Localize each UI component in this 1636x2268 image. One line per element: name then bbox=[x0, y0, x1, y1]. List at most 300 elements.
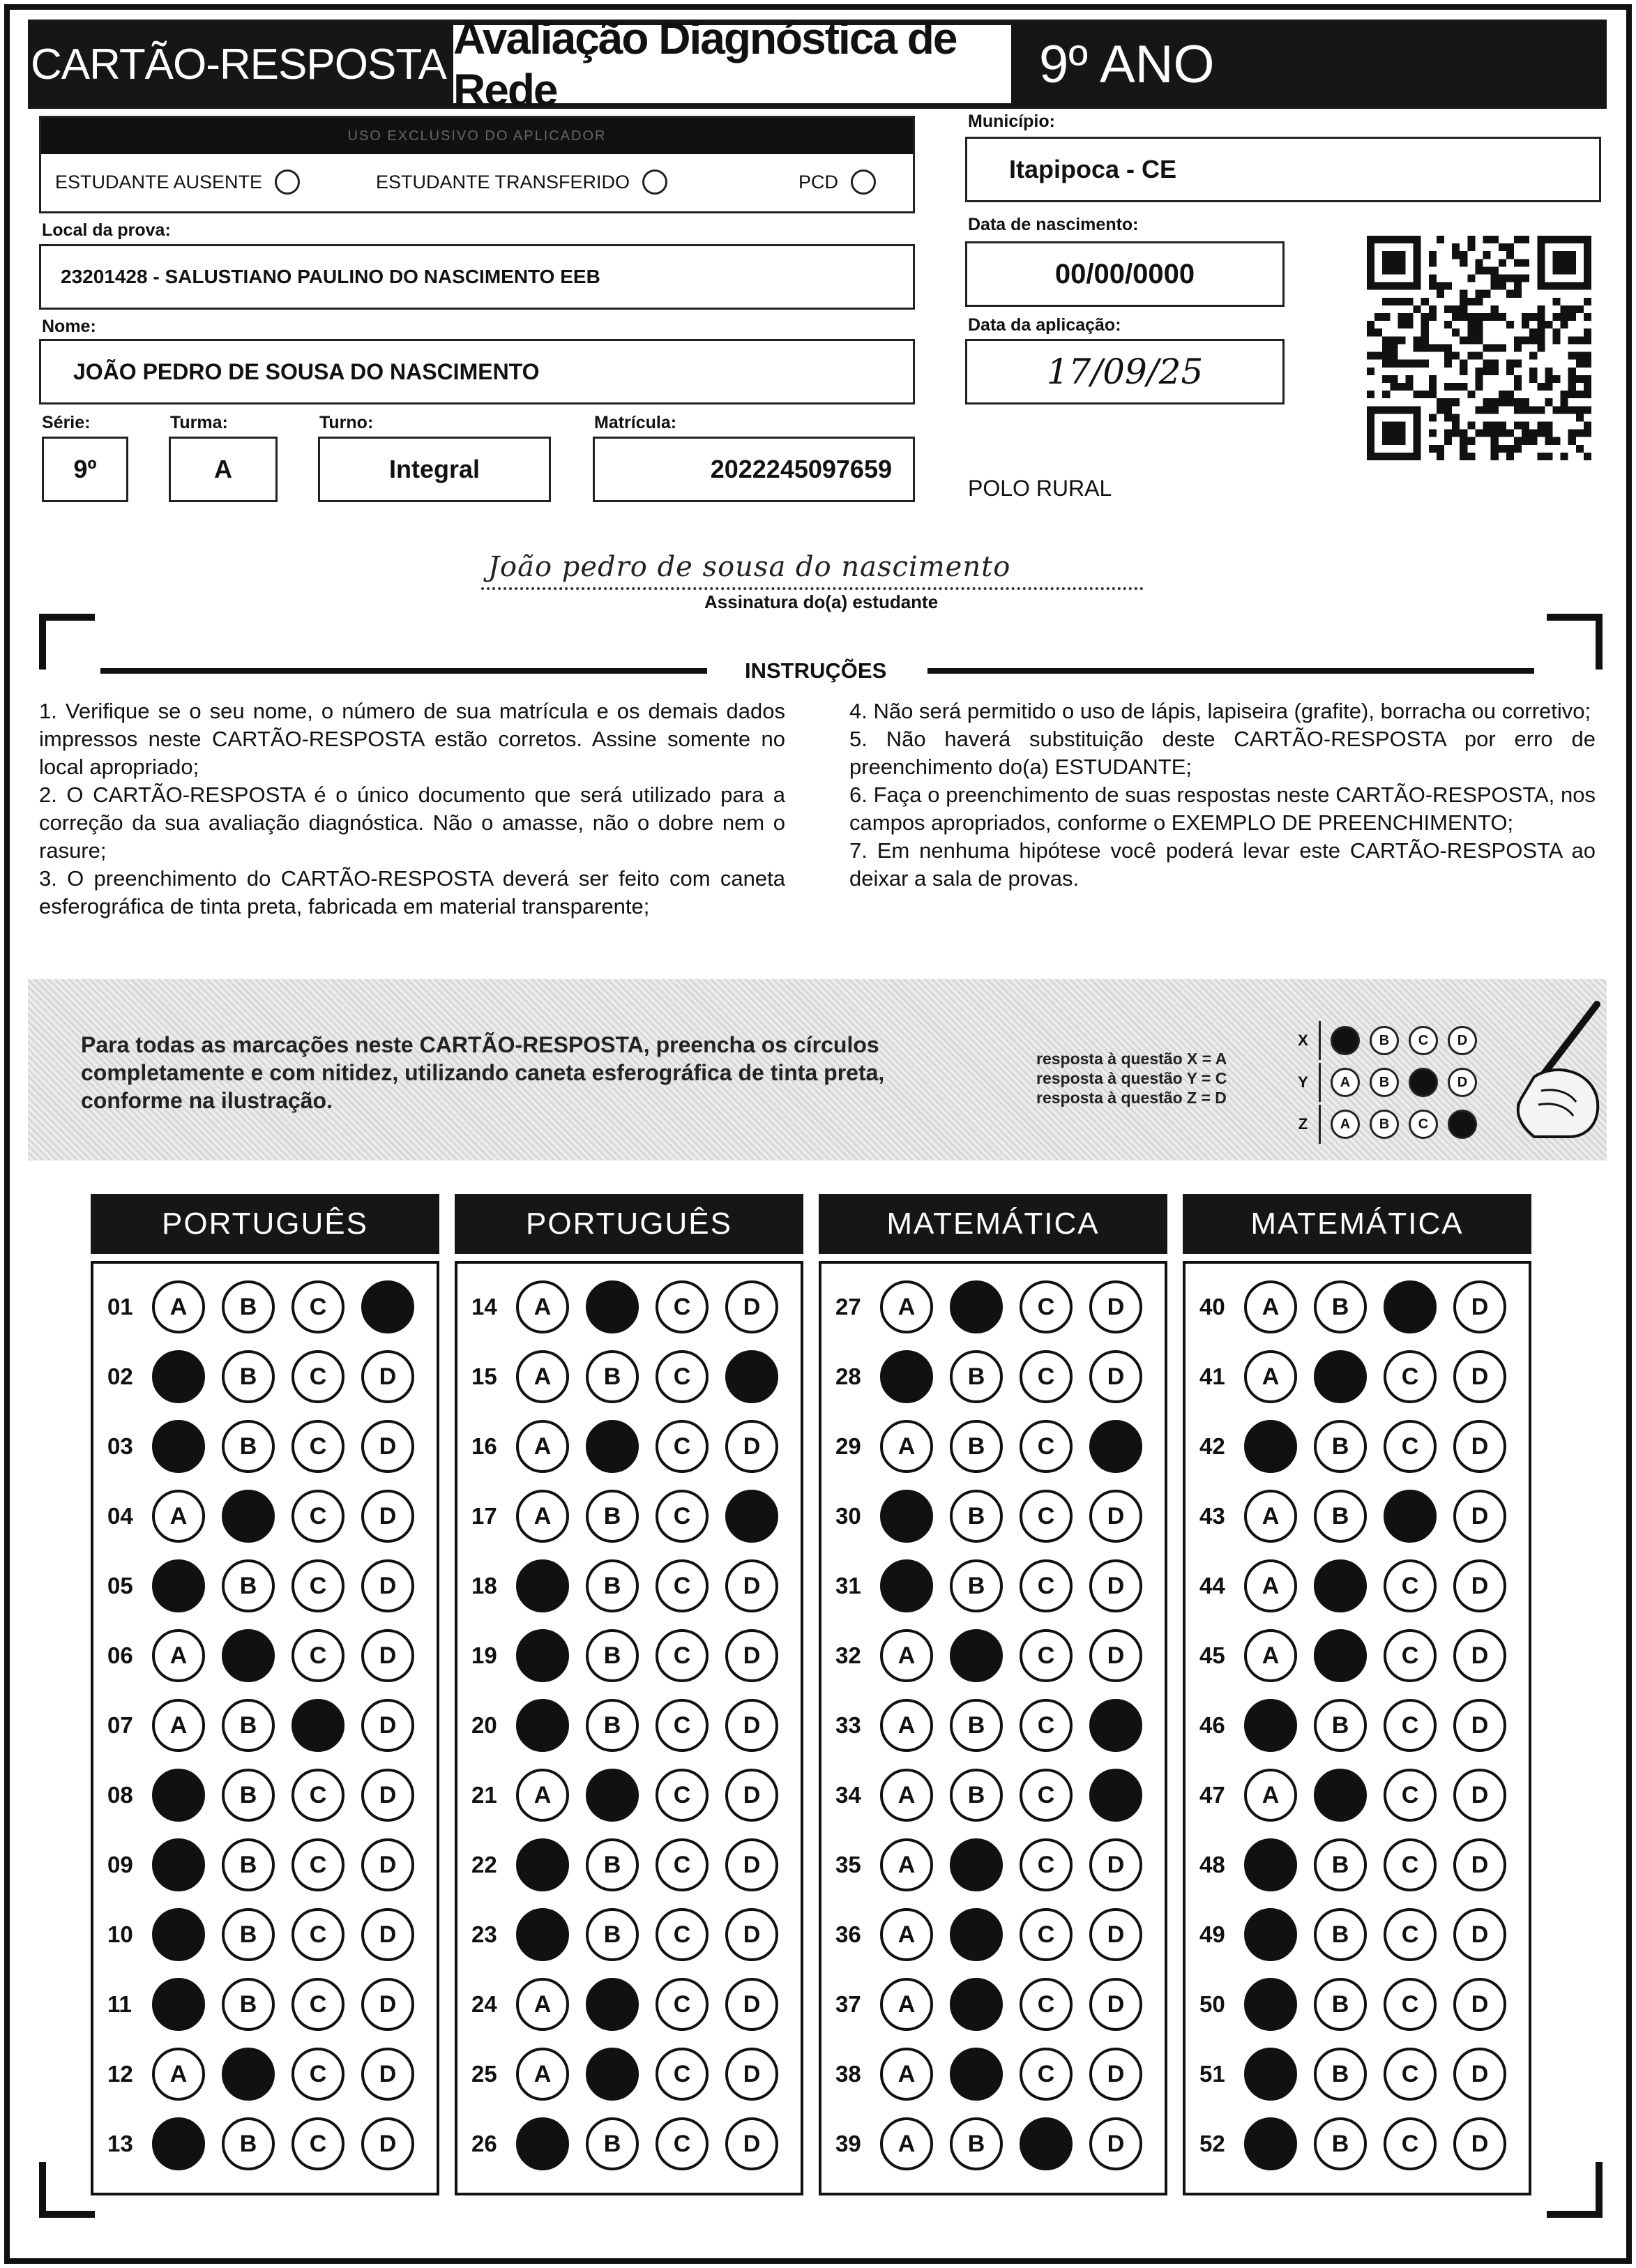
answer-bubble[interactable]: D bbox=[1089, 2117, 1142, 2170]
answer-bubble[interactable]: D bbox=[1453, 1769, 1506, 1822]
question-number: 32 bbox=[835, 1642, 861, 1668]
answer-bubble-filled[interactable] bbox=[950, 1629, 1003, 1682]
answer-bubble[interactable]: D bbox=[725, 1629, 778, 1682]
answer-bubble-filled[interactable] bbox=[950, 1908, 1003, 1961]
answer-bubble[interactable]: C bbox=[1020, 1838, 1073, 1891]
transferred-circle[interactable] bbox=[642, 169, 667, 195]
question-number: 09 bbox=[107, 1852, 133, 1877]
answer-bubble[interactable]: D bbox=[1089, 1838, 1142, 1891]
answer-bubble[interactable]: B bbox=[1314, 1699, 1367, 1752]
matricula-label: Matrícula: bbox=[594, 413, 677, 432]
municipio-label: Município: bbox=[968, 112, 1055, 131]
answer-bubble-filled[interactable] bbox=[516, 2117, 569, 2170]
answer-bubble-filled[interactable] bbox=[291, 1699, 344, 1752]
answer-bubble[interactable]: C bbox=[291, 2048, 344, 2101]
answer-bubble[interactable]: C bbox=[656, 1699, 709, 1752]
answer-bubble-filled[interactable] bbox=[361, 1280, 414, 1333]
answer-bubble-filled[interactable] bbox=[152, 1908, 205, 1961]
example-key-z: resposta à questão Z = D bbox=[1036, 1089, 1227, 1107]
answer-bubble-filled[interactable] bbox=[516, 1838, 569, 1891]
answer-bubble[interactable]: C bbox=[1384, 1908, 1437, 1961]
question-row bbox=[107, 1488, 431, 1544]
question-row bbox=[1199, 2116, 1523, 2172]
question-row bbox=[107, 1349, 431, 1405]
answer-bubble[interactable]: B bbox=[950, 2117, 1003, 2170]
answer-bubble[interactable]: C bbox=[1020, 1699, 1073, 1752]
answer-bubble-filled[interactable] bbox=[1089, 1769, 1142, 1822]
corner-mark-bottom-left bbox=[39, 2162, 95, 2218]
instructions-rule-right bbox=[927, 668, 1534, 674]
answer-bubble[interactable]: C bbox=[291, 2117, 344, 2170]
answer-bubble[interactable]: C bbox=[1384, 1769, 1437, 1822]
question-row bbox=[471, 1767, 795, 1823]
answer-bubble-filled[interactable] bbox=[880, 1559, 933, 1612]
answer-bubble[interactable]: C bbox=[1384, 1350, 1437, 1403]
answer-bubble[interactable]: C bbox=[1020, 1350, 1073, 1403]
answer-bubble[interactable]: A bbox=[152, 2048, 205, 2101]
answer-bubble[interactable]: C bbox=[1020, 1978, 1073, 2031]
answer-bubble[interactable]: D bbox=[1453, 2048, 1506, 2101]
question-number: 28 bbox=[835, 1363, 861, 1389]
question-number: 26 bbox=[471, 2131, 497, 2156]
answer-bubble[interactable]: A bbox=[880, 1978, 933, 2031]
absent-circle[interactable] bbox=[275, 169, 300, 195]
answer-bubble[interactable]: D bbox=[361, 1908, 414, 1961]
answer-bubble-filled[interactable] bbox=[1244, 2048, 1297, 2101]
answer-bubble[interactable]: A bbox=[152, 1629, 205, 1682]
answer-bubble[interactable]: D bbox=[725, 1978, 778, 2031]
example-bubble bbox=[1331, 1026, 1360, 1055]
answer-bubble[interactable]: C bbox=[656, 1350, 709, 1403]
answer-bubble[interactable]: D bbox=[1089, 1559, 1142, 1612]
answer-bubble[interactable]: C bbox=[1020, 1280, 1073, 1333]
answer-bubble[interactable]: C bbox=[656, 1420, 709, 1473]
question-row bbox=[1199, 1837, 1523, 1893]
answer-bubble-filled[interactable] bbox=[516, 1629, 569, 1682]
question-number: 48 bbox=[1199, 1852, 1225, 1877]
answer-bubble-filled[interactable] bbox=[1314, 1629, 1367, 1682]
answer-bubble-filled[interactable] bbox=[1244, 1699, 1297, 1752]
answer-bubble[interactable]: B bbox=[586, 1699, 639, 1752]
answer-bubble[interactable]: A bbox=[516, 1769, 569, 1822]
answer-bubble[interactable]: C bbox=[656, 1490, 709, 1543]
answer-bubble[interactable]: B bbox=[586, 1629, 639, 1682]
answer-bubble[interactable]: B bbox=[586, 1559, 639, 1612]
answer-bubble[interactable]: D bbox=[1089, 1908, 1142, 1961]
example-question-key: X bbox=[1287, 1021, 1321, 1060]
polo-label: POLO RURAL bbox=[968, 476, 1112, 501]
answer-bubble[interactable]: B bbox=[222, 1699, 275, 1752]
answer-bubble-filled[interactable] bbox=[586, 2048, 639, 2101]
answer-bubble-filled[interactable] bbox=[880, 1350, 933, 1403]
answer-bubble[interactable]: D bbox=[1453, 1978, 1506, 2031]
transferred-option[interactable] bbox=[376, 169, 667, 195]
answer-bubble[interactable]: D bbox=[1089, 1280, 1142, 1333]
turno-label: Turno: bbox=[319, 413, 374, 432]
answer-bubble-filled[interactable] bbox=[1244, 1908, 1297, 1961]
answer-bubble[interactable]: D bbox=[1089, 2048, 1142, 2101]
answer-bubble[interactable]: B bbox=[586, 1350, 639, 1403]
answer-bubble[interactable]: D bbox=[361, 1350, 414, 1403]
example-bubble bbox=[1409, 1068, 1438, 1097]
answer-bubble-filled[interactable] bbox=[1089, 1699, 1142, 1752]
answer-bubble-filled[interactable] bbox=[1314, 1769, 1367, 1822]
answer-bubble[interactable]: D bbox=[1453, 1629, 1506, 1682]
subject-header: PORTUGUÊS bbox=[455, 1194, 803, 1254]
question-number: 22 bbox=[471, 1852, 497, 1877]
aplicacao-label: Data da aplicação: bbox=[968, 315, 1121, 335]
example-bubble: D bbox=[1448, 1026, 1477, 1055]
nascimento-label: Data de nascimento: bbox=[968, 215, 1139, 234]
example-bubble: C bbox=[1409, 1026, 1438, 1055]
answer-bubble[interactable]: D bbox=[1089, 1490, 1142, 1543]
answer-bubble-filled[interactable] bbox=[516, 1908, 569, 1961]
question-row bbox=[835, 1837, 1159, 1893]
answer-bubble[interactable]: A bbox=[1244, 1769, 1297, 1822]
answer-bubble[interactable]: A bbox=[880, 1629, 933, 1682]
answer-bubble[interactable]: A bbox=[516, 2048, 569, 2101]
instructions-rule-left bbox=[100, 668, 707, 674]
answer-bubble[interactable]: B bbox=[950, 1420, 1003, 1473]
question-row bbox=[471, 1279, 795, 1335]
answer-bubble-filled[interactable] bbox=[152, 2117, 205, 2170]
question-row bbox=[835, 2046, 1159, 2102]
signature-caption: Assinatura do(a) estudante bbox=[704, 591, 939, 612]
answer-bubble-filled[interactable] bbox=[1244, 1420, 1297, 1473]
answer-bubble[interactable]: C bbox=[291, 1978, 344, 2031]
local-label: Local da prova: bbox=[42, 220, 171, 240]
answer-bubble[interactable]: A bbox=[1244, 1629, 1297, 1682]
signature-area bbox=[481, 551, 1144, 593]
question-row bbox=[835, 1279, 1159, 1335]
answer-bubble-filled[interactable] bbox=[1244, 1838, 1297, 1891]
answer-bubble[interactable]: B bbox=[1314, 1908, 1367, 1961]
answer-bubble[interactable]: D bbox=[361, 1978, 414, 2031]
grade-label: 9º ANO bbox=[1039, 34, 1215, 94]
nome-field: JOÃO PEDRO DE SOUSA DO NASCIMENTO bbox=[39, 339, 915, 405]
answer-bubble[interactable]: D bbox=[725, 2048, 778, 2101]
answer-bubble-filled[interactable] bbox=[586, 1978, 639, 2031]
answer-bubble[interactable]: D bbox=[725, 2117, 778, 2170]
answer-bubble[interactable]: A bbox=[1244, 1559, 1297, 1612]
hand-pen-icon bbox=[1492, 1000, 1604, 1140]
answer-bubble[interactable]: D bbox=[725, 1280, 778, 1333]
answer-bubble[interactable]: D bbox=[725, 1559, 778, 1612]
answer-bubble[interactable]: C bbox=[1020, 2048, 1073, 2101]
answer-bubble[interactable]: C bbox=[1020, 1769, 1073, 1822]
answer-bubble-filled[interactable] bbox=[950, 2048, 1003, 2101]
answer-bubble-filled[interactable] bbox=[152, 1978, 205, 2031]
question-number: 37 bbox=[835, 1991, 861, 2017]
answer-bubble[interactable]: B bbox=[950, 1350, 1003, 1403]
answer-bubble[interactable]: C bbox=[656, 1838, 709, 1891]
answer-bubble-filled[interactable] bbox=[152, 1350, 205, 1403]
answer-bubble-filled[interactable] bbox=[1314, 1559, 1367, 1612]
answer-bubble[interactable]: C bbox=[291, 1490, 344, 1543]
question-row bbox=[1199, 1767, 1523, 1823]
answer-bubble[interactable]: D bbox=[1453, 1490, 1506, 1543]
subject-header: MATEMÁTICA bbox=[1183, 1194, 1531, 1254]
question-row bbox=[1199, 1907, 1523, 1963]
aplicacao-field: 17/09/25 bbox=[965, 339, 1285, 405]
answer-bubble[interactable]: C bbox=[291, 1420, 344, 1473]
answer-bubble[interactable]: A bbox=[152, 1280, 205, 1333]
answer-bubble[interactable]: D bbox=[1453, 1908, 1506, 1961]
answer-bubble[interactable]: C bbox=[291, 1280, 344, 1333]
answer-bubble[interactable]: B bbox=[586, 1908, 639, 1961]
question-row bbox=[1199, 1419, 1523, 1474]
answer-bubble[interactable]: C bbox=[1020, 1420, 1073, 1473]
question-number: 24 bbox=[471, 1991, 497, 2017]
answer-bubble[interactable]: C bbox=[656, 1769, 709, 1822]
answer-bubble-filled[interactable] bbox=[222, 2048, 275, 2101]
answer-bubble[interactable]: D bbox=[1089, 1350, 1142, 1403]
answer-bubble[interactable]: C bbox=[291, 1908, 344, 1961]
answer-bubble[interactable]: B bbox=[1314, 1280, 1367, 1333]
answer-bubble[interactable]: D bbox=[361, 1490, 414, 1543]
signature-line bbox=[481, 587, 1144, 590]
answer-bubble[interactable]: A bbox=[880, 2048, 933, 2101]
answer-bubble-filled[interactable] bbox=[222, 1629, 275, 1682]
question-number: 45 bbox=[1199, 1642, 1225, 1668]
subject-header: MATEMÁTICA bbox=[819, 1194, 1167, 1254]
answer-bubble[interactable]: B bbox=[950, 1769, 1003, 1822]
answer-bubble[interactable]: D bbox=[725, 1420, 778, 1473]
answer-bubble[interactable]: C bbox=[1384, 1838, 1437, 1891]
example-bubble: B bbox=[1370, 1110, 1399, 1139]
question-number: 29 bbox=[835, 1433, 861, 1459]
answer-bubble[interactable]: C bbox=[1020, 1629, 1073, 1682]
answer-bubble[interactable]: A bbox=[516, 1490, 569, 1543]
pcd-option[interactable] bbox=[798, 169, 876, 195]
question-number: 04 bbox=[107, 1503, 133, 1529]
subject-header: PORTUGUÊS bbox=[91, 1194, 439, 1254]
question-row bbox=[835, 1907, 1159, 1963]
answer-bubble[interactable]: C bbox=[656, 1908, 709, 1961]
answer-bubble-filled[interactable] bbox=[1384, 1280, 1437, 1333]
answer-bubble[interactable]: B bbox=[950, 1559, 1003, 1612]
answer-bubble[interactable]: B bbox=[1314, 1978, 1367, 2031]
answer-bubble[interactable]: A bbox=[1244, 1490, 1297, 1543]
answer-bubble[interactable]: A bbox=[516, 1280, 569, 1333]
corner-mark-bottom-right bbox=[1547, 2162, 1603, 2218]
question-number: 02 bbox=[107, 1363, 133, 1389]
answer-bubble[interactable]: B bbox=[222, 1420, 275, 1473]
example-bubble: C bbox=[1409, 1110, 1438, 1139]
instructions-heading bbox=[0, 658, 1636, 689]
answer-bubble[interactable]: D bbox=[361, 2048, 414, 2101]
question-row bbox=[835, 1488, 1159, 1544]
answer-bubble-filled[interactable] bbox=[516, 1559, 569, 1612]
answer-bubble[interactable]: A bbox=[880, 1280, 933, 1333]
answer-bubble[interactable]: B bbox=[950, 1699, 1003, 1752]
answer-bubble[interactable]: A bbox=[880, 2117, 933, 2170]
answer-bubble[interactable]: C bbox=[1384, 1559, 1437, 1612]
question-row bbox=[107, 1767, 431, 1823]
answer-bubble-filled[interactable] bbox=[1314, 1350, 1367, 1403]
answer-bubble[interactable]: C bbox=[656, 1629, 709, 1682]
answer-bubble[interactable]: C bbox=[656, 2048, 709, 2101]
answer-bubble[interactable]: C bbox=[1020, 1908, 1073, 1961]
answer-bubble[interactable]: C bbox=[291, 1629, 344, 1682]
answer-bubble[interactable]: C bbox=[291, 1350, 344, 1403]
answer-bubble[interactable]: C bbox=[1384, 1978, 1437, 2031]
answer-bubble-filled[interactable] bbox=[725, 1490, 778, 1543]
question-number: 05 bbox=[107, 1573, 133, 1598]
question-number: 10 bbox=[107, 1921, 133, 1947]
answer-column bbox=[455, 1261, 803, 2195]
answer-bubble-filled[interactable] bbox=[880, 1490, 933, 1543]
answer-bubble[interactable]: B bbox=[950, 1490, 1003, 1543]
answer-bubble-filled[interactable] bbox=[586, 1769, 639, 1822]
example-text: Para todas as marcações neste CARTÃO-RESPOSTA, preencha os círculos completamente e com nitidez, utilizando caneta esferográfica de tinta preta, conforme na ilustração. bbox=[81, 1032, 885, 1113]
answer-bubble-filled[interactable] bbox=[586, 1420, 639, 1473]
question-row bbox=[835, 1628, 1159, 1684]
answer-bubble[interactable]: D bbox=[361, 2117, 414, 2170]
answer-bubble[interactable]: D bbox=[1453, 1838, 1506, 1891]
answer-bubble[interactable]: C bbox=[291, 1769, 344, 1822]
question-number: 18 bbox=[471, 1573, 497, 1598]
municipio-field: Itapipoca - CE bbox=[965, 137, 1601, 202]
answer-bubble[interactable]: D bbox=[725, 1769, 778, 1822]
answer-bubble[interactable]: C bbox=[291, 1838, 344, 1891]
answer-bubble-filled[interactable] bbox=[152, 1838, 205, 1891]
question-row bbox=[471, 1628, 795, 1684]
answer-bubble[interactable]: D bbox=[1453, 1559, 1506, 1612]
question-row bbox=[1199, 1279, 1523, 1335]
answer-bubble[interactable]: B bbox=[1314, 1490, 1367, 1543]
answer-bubble[interactable]: A bbox=[1244, 1350, 1297, 1403]
answer-bubble[interactable]: D bbox=[361, 1838, 414, 1891]
answer-bubble[interactable]: B bbox=[586, 1490, 639, 1543]
answer-bubble-filled[interactable] bbox=[222, 1490, 275, 1543]
answer-bubble[interactable]: A bbox=[516, 1420, 569, 1473]
answer-bubble[interactable]: D bbox=[1089, 1629, 1142, 1682]
answer-bubble[interactable]: D bbox=[725, 1838, 778, 1891]
question-number: 39 bbox=[835, 2131, 861, 2156]
answer-bubble[interactable]: A bbox=[880, 1908, 933, 1961]
absent-option[interactable] bbox=[55, 169, 300, 195]
serie-label: Série: bbox=[42, 413, 91, 432]
answer-bubble[interactable]: C bbox=[1384, 1699, 1437, 1752]
answer-bubble[interactable]: A bbox=[880, 1769, 933, 1822]
answer-bubble[interactable]: B bbox=[222, 1838, 275, 1891]
answer-bubble-filled[interactable] bbox=[950, 1280, 1003, 1333]
question-row bbox=[107, 1628, 431, 1684]
answer-bubble[interactable]: D bbox=[361, 1699, 414, 1752]
answer-bubble[interactable]: D bbox=[361, 1629, 414, 1682]
answer-bubble[interactable]: C bbox=[1384, 2117, 1437, 2170]
answer-bubble-filled[interactable] bbox=[152, 1559, 205, 1612]
example-bubble: D bbox=[1448, 1068, 1477, 1097]
answer-bubble-filled[interactable] bbox=[516, 1699, 569, 1752]
question-number: 17 bbox=[471, 1503, 497, 1529]
answer-bubble[interactable]: D bbox=[1453, 1280, 1506, 1333]
instructions-right bbox=[849, 697, 1596, 893]
answer-bubble[interactable]: B bbox=[1314, 2117, 1367, 2170]
answer-bubble[interactable]: B bbox=[222, 1559, 275, 1612]
answer-bubble[interactable]: C bbox=[656, 1280, 709, 1333]
answer-bubble[interactable]: A bbox=[1244, 1280, 1297, 1333]
answer-bubble[interactable]: D bbox=[1453, 1699, 1506, 1752]
answer-bubble[interactable]: D bbox=[1453, 2117, 1506, 2170]
answer-bubble[interactable]: C bbox=[656, 2117, 709, 2170]
answer-bubble[interactable]: B bbox=[222, 1350, 275, 1403]
answer-bubble[interactable]: B bbox=[1314, 1420, 1367, 1473]
signature-text: João pedro de sousa do nascimento bbox=[488, 551, 1011, 583]
question-number: 08 bbox=[107, 1782, 133, 1808]
answer-bubble-filled[interactable] bbox=[152, 1769, 205, 1822]
question-row bbox=[835, 1767, 1159, 1823]
answer-bubble[interactable]: B bbox=[222, 2117, 275, 2170]
answer-bubble[interactable]: C bbox=[656, 1559, 709, 1612]
answer-bubble[interactable]: B bbox=[586, 2117, 639, 2170]
answer-bubble-filled[interactable] bbox=[1244, 1978, 1297, 2031]
answer-bubble[interactable]: D bbox=[1453, 1350, 1506, 1403]
question-number: 20 bbox=[471, 1712, 497, 1738]
question-row bbox=[1199, 1628, 1523, 1684]
answer-bubble-filled[interactable] bbox=[152, 1420, 205, 1473]
answer-bubble[interactable]: D bbox=[725, 1699, 778, 1752]
pcd-circle[interactable] bbox=[851, 169, 876, 195]
answer-bubble[interactable]: A bbox=[516, 1350, 569, 1403]
answer-bubble[interactable]: C bbox=[291, 1559, 344, 1612]
answer-bubble[interactable]: D bbox=[725, 1908, 778, 1961]
applicator-section bbox=[39, 116, 915, 213]
answer-bubble-filled[interactable] bbox=[1089, 1420, 1142, 1473]
answer-bubble[interactable]: A bbox=[880, 1838, 933, 1891]
answer-bubble-filled[interactable] bbox=[950, 1838, 1003, 1891]
answer-bubble-filled[interactable] bbox=[1020, 2117, 1073, 2170]
answer-bubble[interactable]: A bbox=[152, 1699, 205, 1752]
answer-bubble[interactable]: B bbox=[586, 1838, 639, 1891]
question-row bbox=[471, 2116, 795, 2172]
answer-bubble[interactable]: A bbox=[516, 1978, 569, 2031]
question-number: 13 bbox=[107, 2131, 133, 2156]
example-row bbox=[1287, 1105, 1524, 1144]
answer-bubble[interactable]: C bbox=[1384, 1629, 1437, 1682]
answer-bubble[interactable]: D bbox=[361, 1559, 414, 1612]
answer-bubble[interactable]: B bbox=[1314, 1838, 1367, 1891]
answer-bubble[interactable]: C bbox=[1020, 1490, 1073, 1543]
answer-bubble[interactable]: B bbox=[222, 1280, 275, 1333]
card-label: CARTÃO-RESPOSTA bbox=[31, 40, 446, 89]
answer-bubble-filled[interactable] bbox=[1244, 2117, 1297, 2170]
answer-bubble[interactable]: B bbox=[222, 1978, 275, 2031]
answer-bubble[interactable]: C bbox=[656, 1978, 709, 2031]
answer-bubble[interactable]: D bbox=[361, 1769, 414, 1822]
answer-bubble[interactable]: B bbox=[1314, 2048, 1367, 2101]
answer-bubble-filled[interactable] bbox=[1384, 1490, 1437, 1543]
answer-bubble[interactable]: A bbox=[880, 1699, 933, 1752]
answer-bubble-filled[interactable] bbox=[725, 1350, 778, 1403]
answer-bubble[interactable]: B bbox=[222, 1908, 275, 1961]
answer-bubble-filled[interactable] bbox=[950, 1978, 1003, 2031]
question-number: 27 bbox=[835, 1294, 861, 1320]
answer-bubble[interactable]: D bbox=[361, 1420, 414, 1473]
answer-bubble[interactable]: D bbox=[1453, 1420, 1506, 1473]
answer-bubble[interactable]: C bbox=[1020, 1559, 1073, 1612]
answer-bubble[interactable]: A bbox=[152, 1490, 205, 1543]
answer-bubble[interactable]: B bbox=[222, 1769, 275, 1822]
answer-bubble[interactable]: C bbox=[1384, 2048, 1437, 2101]
question-row bbox=[107, 1698, 431, 1753]
question-row bbox=[835, 2116, 1159, 2172]
answer-bubble[interactable]: C bbox=[1384, 1420, 1437, 1473]
answer-bubble[interactable]: A bbox=[880, 1420, 933, 1473]
answer-bubble[interactable]: D bbox=[1089, 1978, 1142, 2031]
answer-bubble-filled[interactable] bbox=[586, 1280, 639, 1333]
